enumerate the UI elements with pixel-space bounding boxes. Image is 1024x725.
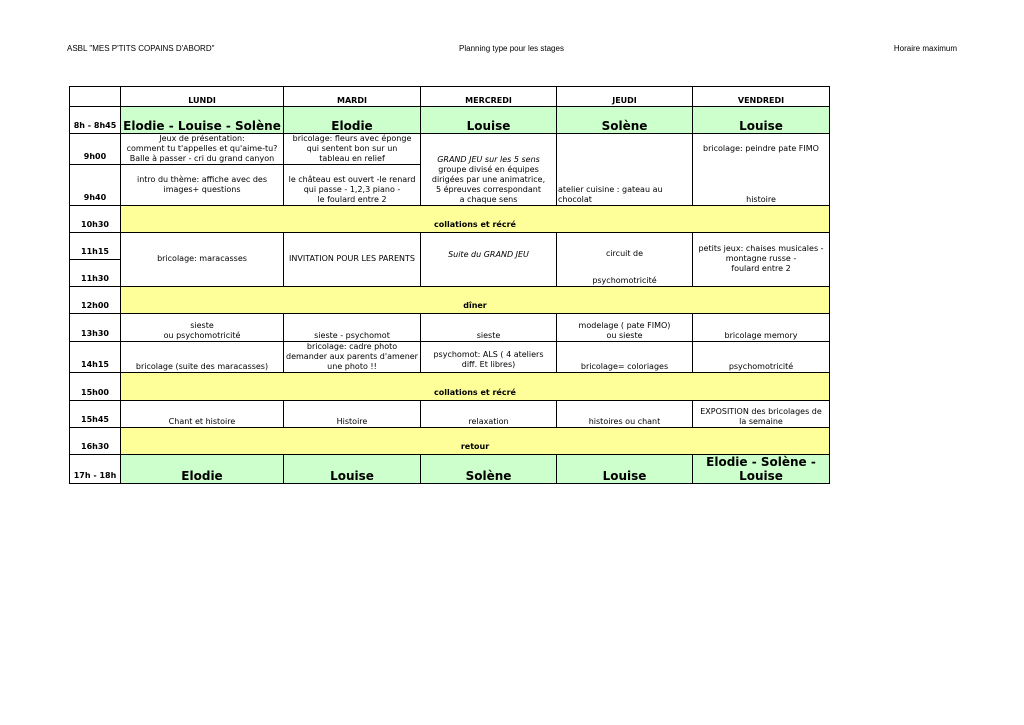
activity-cell: Jeux de présentation: comment tu t'appelles et qu'aime-tu? Balle à passer - cri du grand canyon: [121, 134, 284, 165]
corner-cell: [70, 87, 121, 107]
lunch-band: dîner: [121, 286, 830, 313]
time-label: 13h30: [70, 313, 121, 341]
activity-cell: GRAND JEU sur les 5 sens: [421, 134, 557, 165]
activity-cell: histoires ou chant: [557, 400, 693, 427]
time-label: 9h40: [70, 165, 121, 206]
schedule-note: Horaire maximum: [893, 44, 957, 53]
activity-row-11h15: [70, 232, 830, 259]
activity-cell: Chant et histoire: [121, 400, 284, 427]
staff-cell: Louise: [557, 454, 693, 483]
day-header-row: [70, 87, 830, 107]
time-label: 12h00: [70, 286, 121, 313]
time-label: 8h - 8h45: [70, 107, 121, 134]
day-header-jeudi: JEUDI: [557, 87, 693, 107]
break-row-10h30: [70, 205, 830, 232]
day-header-vendredi: VENDREDI: [693, 87, 830, 107]
activity-cell: bricolage memory: [693, 313, 830, 341]
document-title: Planning type pour les stages: [459, 44, 564, 53]
activity-row-9h40: [70, 165, 830, 206]
activity-cell: sieste - psychomot: [284, 313, 421, 341]
staff-cell: Elodie - Solène - Louise: [693, 454, 830, 483]
staff-cell: Elodie - Louise - Solène: [121, 107, 284, 134]
time-label: 10h30: [70, 205, 121, 232]
evening-staff-row: [70, 454, 830, 483]
activity-row-15h45: [70, 400, 830, 427]
activity-cell: histoire: [693, 165, 830, 206]
time-label: 17h - 18h: [70, 454, 121, 483]
activity-cell: psychomotricité: [557, 259, 693, 286]
activity-cell: petits jeux: chaises musicales - montagne russe - foulard entre 2: [693, 232, 830, 286]
activity-cell: psychomot: ALS ( 4 ateliers diff. Et libres): [421, 341, 557, 372]
weekly-schedule-table: [69, 86, 830, 484]
activity-cell: groupe divisé en équipes dirigées par une animatrice, 5 épreuves correspondant a chaque sens: [421, 165, 557, 206]
activity-cell: bricolage: cadre photo demander aux parents d'amener une photo !!: [284, 341, 421, 372]
activity-cell: Suite du GRAND JEU: [421, 232, 557, 286]
morning-staff-row: [70, 107, 830, 134]
lunch-row-12h00: [70, 286, 830, 313]
break-band: collations et récré: [121, 372, 830, 400]
activity-cell: psychomotricité: [693, 341, 830, 372]
time-label: 9h00: [70, 134, 121, 165]
activity-cell: relaxation: [421, 400, 557, 427]
activity-cell: bricolage= coloriages: [557, 341, 693, 372]
activity-cell: intro du thème: affiche avec des images+ questions: [121, 165, 284, 206]
staff-cell: Elodie: [284, 107, 421, 134]
time-label: 15h45: [70, 400, 121, 427]
activity-cell: circuit de: [557, 232, 693, 259]
staff-cell: Solène: [557, 107, 693, 134]
activity-cell: bricolage: fleurs avec éponge qui sentent bon sur un tableau en relief: [284, 134, 421, 165]
activity-cell: atelier cuisine : gateau au chocolat: [557, 165, 693, 206]
activity-cell: bricolage: peindre pate FIMO: [693, 134, 830, 165]
staff-cell: Louise: [693, 107, 830, 134]
time-label: 16h30: [70, 427, 121, 454]
activity-cell: bricolage (suite des maracasses): [121, 341, 284, 372]
time-label: 11h30: [70, 259, 121, 286]
activity-cell: modelage ( pate FIMO) ou sieste: [557, 313, 693, 341]
staff-cell: Elodie: [121, 454, 284, 483]
break-row-15h00: [70, 372, 830, 400]
time-label: 11h15: [70, 232, 121, 259]
time-label: 14h15: [70, 341, 121, 372]
return-row-16h30: [70, 427, 830, 454]
activity-row-14h15: [70, 341, 830, 372]
time-label: 15h00: [70, 372, 121, 400]
activity-cell: EXPOSITION des bricolages de la semaine: [693, 400, 830, 427]
activity-cell: INVITATION POUR LES PARENTS: [284, 232, 421, 286]
activity-cell: sieste: [421, 313, 557, 341]
break-band: collations et récré: [121, 205, 830, 232]
activity-cell: bricolage: maracasses: [121, 232, 284, 286]
activity-cell: le château est ouvert -le renard qui passe - 1,2,3 piano - le foulard entre 2: [284, 165, 421, 206]
activity-row-9h00: [70, 134, 830, 165]
activity-cell: Histoire: [284, 400, 421, 427]
staff-cell: Louise: [284, 454, 421, 483]
return-band: retour: [121, 427, 830, 454]
day-header-lundi: LUNDI: [121, 87, 284, 107]
association-name: ASBL "MES P'TITS COPAINS D'ABORD": [67, 44, 215, 53]
day-header-mardi: MARDI: [284, 87, 421, 107]
day-header-mercredi: MERCREDI: [421, 87, 557, 107]
activity-row-13h30: [70, 313, 830, 341]
staff-cell: Louise: [421, 107, 557, 134]
staff-cell: Solène: [421, 454, 557, 483]
activity-cell: [557, 134, 693, 165]
activity-cell: sieste ou psychomotricité: [121, 313, 284, 341]
